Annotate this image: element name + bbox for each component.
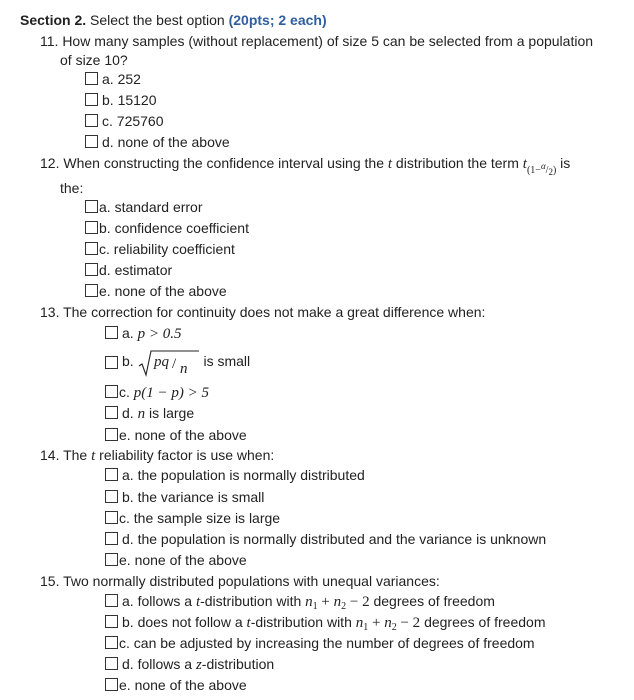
q12-option-e[interactable]: e. none of the above [85, 282, 227, 300]
q13-option-b[interactable]: b. pq / n is small [105, 346, 250, 376]
q11-option-d[interactable]: d. none of the above [85, 133, 230, 151]
q14-option-b[interactable]: b. the variance is small [105, 488, 264, 506]
checkbox[interactable] [85, 263, 98, 276]
section-points: (20pts; 2 each) [228, 12, 327, 28]
checkbox[interactable] [105, 356, 118, 369]
q15-option-e[interactable]: e. none of the above [105, 676, 247, 694]
checkbox[interactable] [105, 636, 118, 649]
checkbox[interactable] [105, 406, 118, 419]
q13-option-e[interactable]: e. none of the above [105, 426, 247, 444]
dof-formula: $n_1 + n_2 - 2$ [355, 615, 421, 633]
checkbox[interactable] [105, 678, 118, 691]
q12-option-b[interactable]: b. confidence coefficient [85, 219, 249, 237]
checkbox[interactable] [105, 615, 118, 628]
checkbox[interactable] [85, 72, 98, 85]
checkbox[interactable] [105, 490, 118, 503]
q11-stem-line1: 11. How many samples (without replacement) of size 5 can be selected from a population [40, 33, 594, 49]
checkbox[interactable] [85, 200, 98, 213]
q14-option-e[interactable]: e. none of the above [105, 551, 247, 569]
q12-option-d[interactable]: d. estimator [85, 261, 172, 279]
checkbox[interactable] [105, 428, 118, 441]
q14-stem: 14. The t reliability factor is use when: [40, 447, 275, 464]
q15-stem: 15. Two normally distributed populations with unequal variances: [40, 573, 440, 589]
q14-option-c[interactable]: c. the sample size is large [105, 509, 280, 527]
checkbox[interactable] [105, 594, 118, 607]
sqrt-pq-over-n [138, 347, 200, 377]
q15-option-d[interactable]: d. follows a z-distribution [105, 655, 274, 674]
checkbox[interactable] [85, 135, 98, 148]
section-label: Section 2. [20, 12, 87, 28]
svg-text:pq: pq [153, 354, 169, 371]
q11-option-a[interactable]: a. 252 [85, 70, 141, 88]
q14-option-d[interactable]: d. the population is normally distributed and the variance is unknown [105, 530, 546, 548]
checkbox[interactable] [105, 385, 118, 398]
q12-stem-line2: the: [60, 180, 84, 196]
checkbox[interactable] [85, 114, 98, 127]
q15-option-a[interactable]: a. follows a t-distribution with $n_1 + n_2 - 2$ degrees of freedom [105, 592, 495, 616]
q11-stem-line2: of size 10? [60, 52, 128, 68]
checkbox[interactable] [105, 657, 118, 670]
checkbox[interactable] [105, 532, 118, 545]
q11-option-b[interactable]: b. 15120 [85, 91, 157, 109]
q12-option-a[interactable]: a. standard error [85, 198, 203, 216]
q15-option-c[interactable]: c. can be adjusted by increasing the number of degrees of freedom [105, 634, 535, 652]
svg-text:/: / [171, 356, 176, 373]
q12-option-c[interactable]: c. reliability coefficient [85, 240, 235, 258]
q13-option-c[interactable]: c. p(1 − p) > 5 [105, 383, 209, 402]
checkbox[interactable] [85, 242, 98, 255]
checkbox[interactable] [105, 326, 118, 339]
checkbox[interactable] [105, 511, 118, 524]
section-instruction: Select the best option [86, 12, 229, 28]
svg-text:n: n [179, 361, 188, 378]
t-alpha-term: $t_{(1-}\alpha_{/2)}$ [522, 156, 557, 177]
checkbox[interactable] [85, 93, 98, 106]
q11-option-c[interactable]: c. 725760 [85, 112, 164, 130]
checkbox[interactable] [85, 221, 98, 234]
q13-stem: 13. The correction for continuity does not make a great difference when: [40, 304, 486, 320]
checkbox[interactable] [105, 468, 118, 481]
section-header [20, 11, 327, 29]
checkbox[interactable] [85, 284, 98, 297]
q12-stem-line1: 12. When constructing the confidence interval using the t distribution the term $t_{(1-}\alpha_{/2)}$ is [40, 155, 571, 177]
q13-option-a[interactable]: a. p > 0.5 [105, 324, 181, 343]
q14-option-a[interactable]: a. the population is normally distributed [105, 466, 365, 484]
dof-formula: $n_1 + n_2 - 2$ [305, 594, 370, 612]
q13-option-d[interactable]: d. n is large [105, 404, 194, 423]
checkbox[interactable] [105, 553, 118, 566]
q15-option-b[interactable]: b. does not follow a t-distribution with $n_1 + n_2 - 2$ degrees of freedom [105, 613, 545, 637]
